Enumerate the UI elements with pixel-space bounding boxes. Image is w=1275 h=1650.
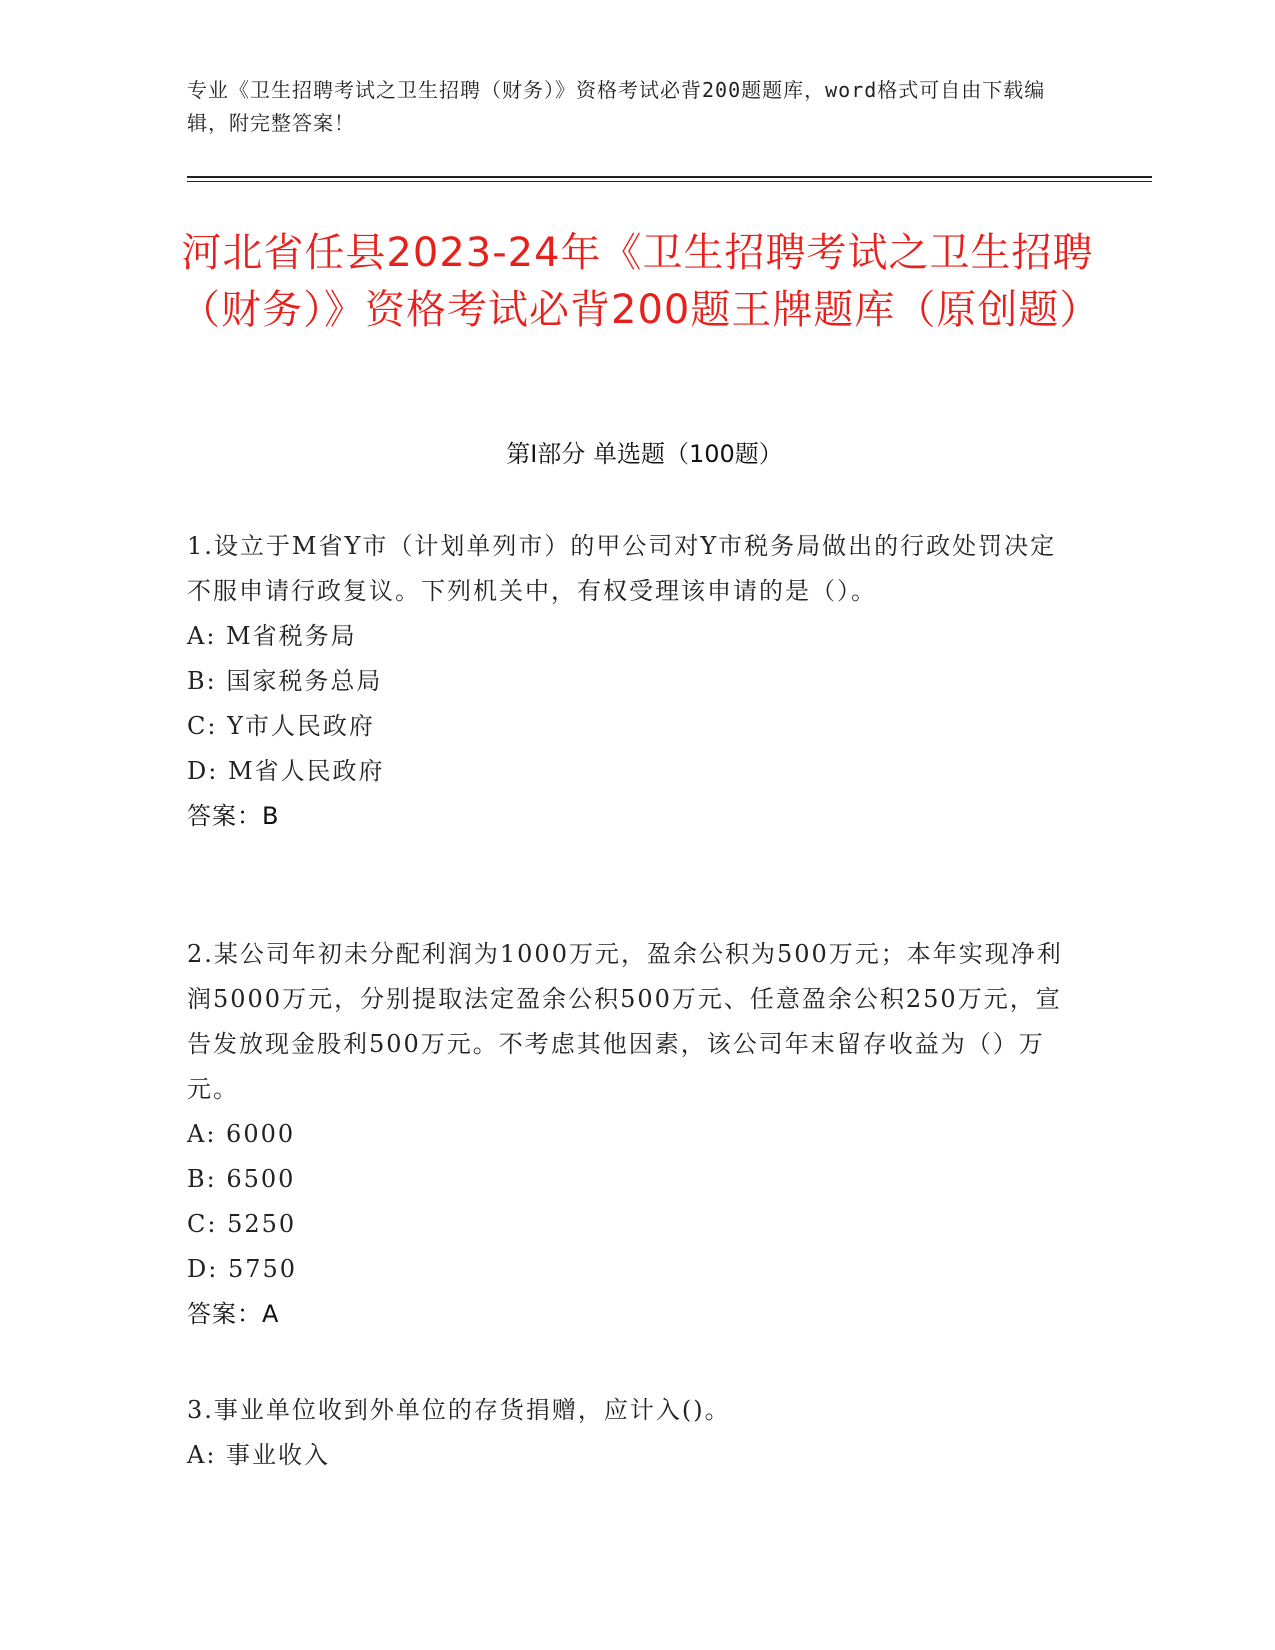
option-d: D: M省人民政府 xyxy=(187,757,385,785)
question-2 xyxy=(187,932,1067,1337)
option-b: B: 6500 xyxy=(187,1165,296,1193)
question-stem: 2.某公司年初未分配利润为1000万元，盈余公积为500万元；本年实现净利润5000万元，分别提取法定盈余公积500万元、任意盈余公积250万元，宣告发放现金股利500万元。不考虑其他因素，该公司年末留存收益为（）万元。 xyxy=(187,940,1063,1103)
header-note: 专业《卫生招聘考试之卫生招聘（财务）》资格考试必背200题题库，word格式可自由下载编辑，附完整答案！ xyxy=(187,78,1046,135)
answer: 答案：A xyxy=(187,1300,280,1328)
option-b: B: 国家税务总局 xyxy=(187,667,383,695)
question-3 xyxy=(187,1388,1067,1478)
option-a: A: 6000 xyxy=(187,1120,296,1148)
option-a: A: M省税务局 xyxy=(187,622,357,650)
option-c: C: 5250 xyxy=(187,1210,297,1238)
question-stem: 1.设立于M省Y市（计划单列市）的甲公司对Y市税务局做出的行政处罚决定不服申请行政复议。下列机关中，有权受理该申请的是（）。 xyxy=(187,532,1057,605)
question-stem: 3.事业单位收到外单位的存货捐赠，应计入()。 xyxy=(187,1396,731,1424)
option-d: D: 5750 xyxy=(187,1255,298,1283)
header-divider xyxy=(187,176,1152,178)
question-1 xyxy=(187,524,1067,839)
header-divider-thin xyxy=(187,181,1152,182)
option-c: C: Y市人民政府 xyxy=(187,712,375,740)
option-a: A: 事业收入 xyxy=(187,1441,331,1469)
answer: 答案：B xyxy=(187,802,280,830)
document-title: 河北省任县2023-24年《卫生招聘考试之卫生招聘（财务）》资格考试必背200题王牌题库（原创题） xyxy=(180,230,1101,333)
section-heading: 第I部分 单选题（100题） xyxy=(506,440,783,468)
